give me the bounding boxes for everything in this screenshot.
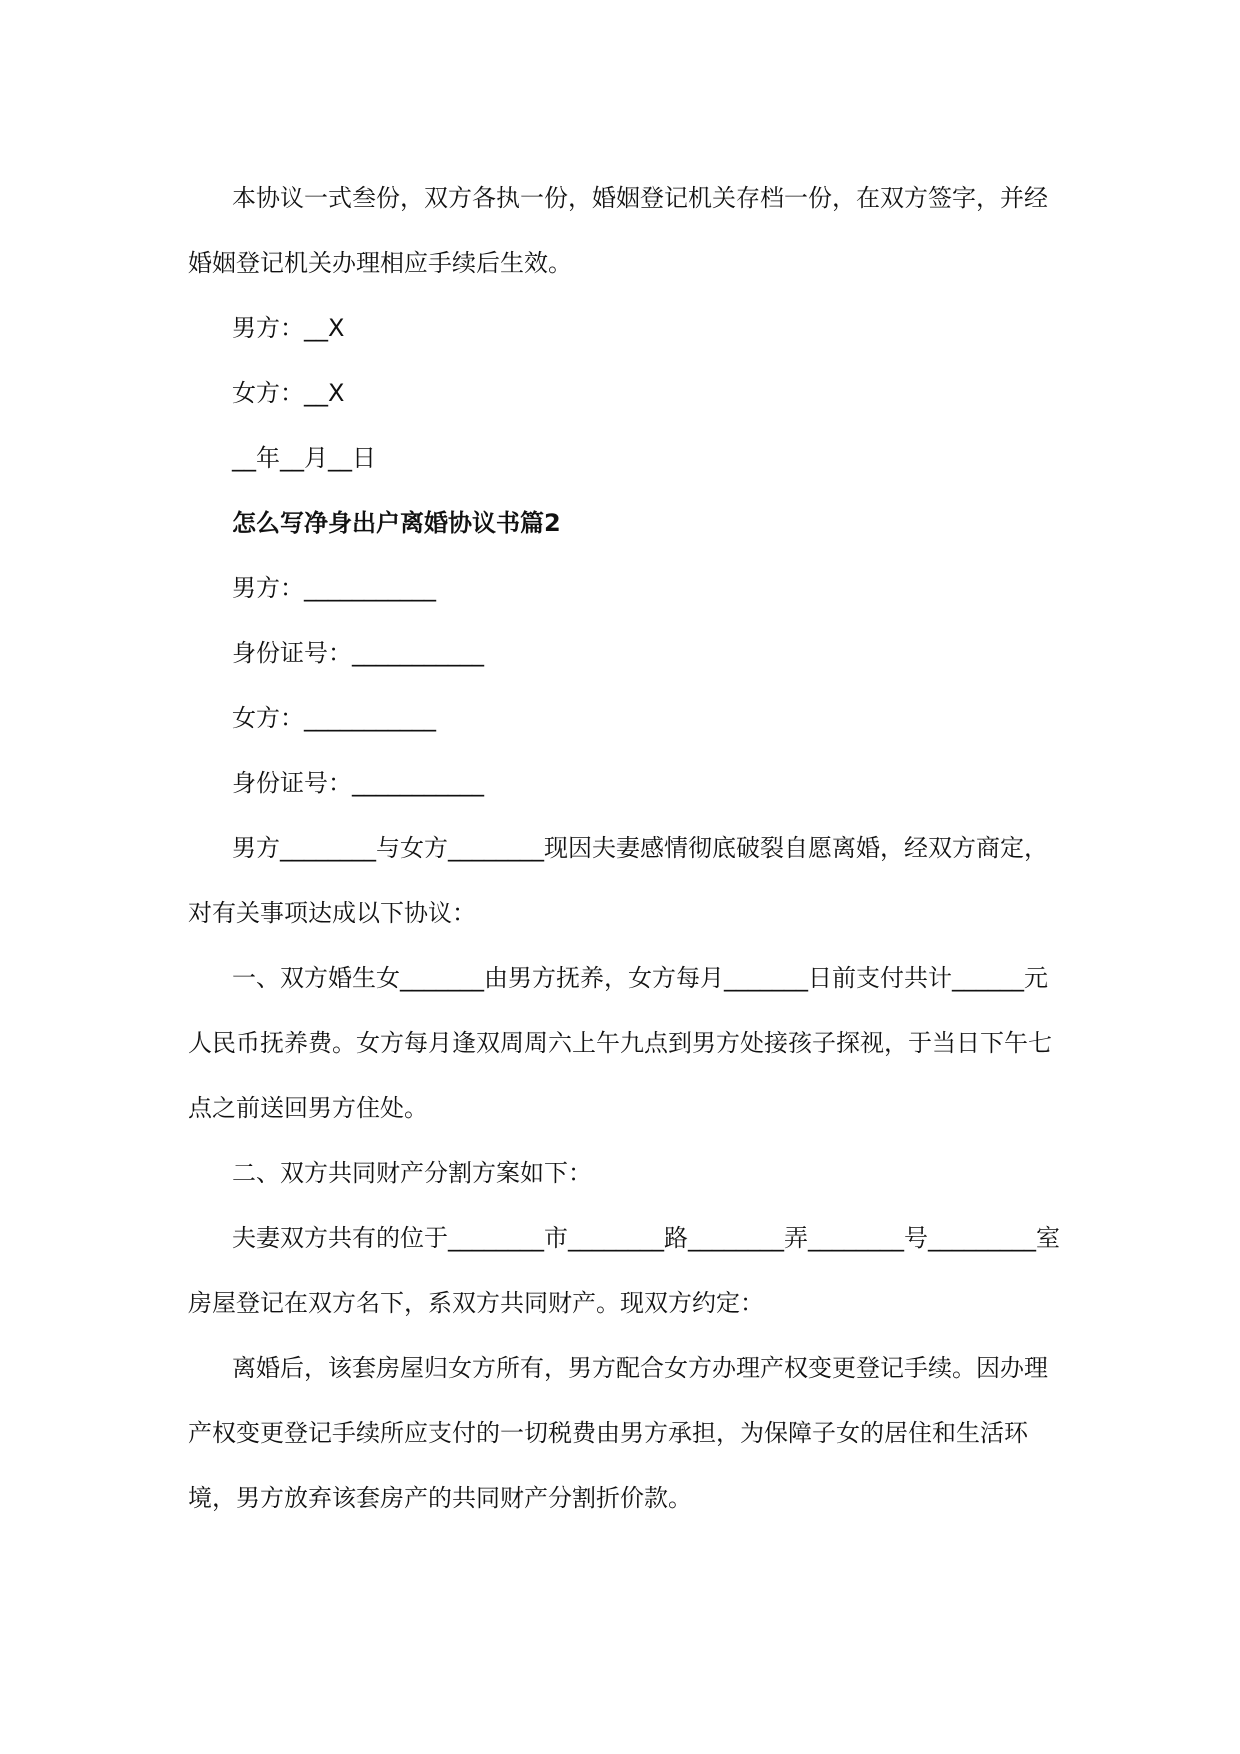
signature-date: __年__月__日 <box>232 444 376 472</box>
field-male-party: 男方：___________ <box>232 574 436 602</box>
signature-male-party: 男方：__X <box>232 314 345 342</box>
signature-female-party: 女方：__X <box>232 379 345 407</box>
paragraph-preamble: 男方________与女方________现因夫妻感情彻底破裂自愿离婚，经双方商定，对有关事项达成以下协议： <box>188 834 1048 927</box>
paragraph-property-heading: 二、双方共同财产分割方案如下： <box>232 1159 592 1187</box>
paragraph-property-arrangement: 离婚后，该套房屋归女方所有，男方配合女方办理产权变更登记手续。因办理产权变更登记手续所应支付的一切税费由男方承担，为保障子女的居住和生活环境，男方放弃该套房产的共同财产分割折价款。 <box>188 1354 1048 1512</box>
field-male-id-number: 身份证号：___________ <box>232 639 484 667</box>
field-female-id-number: 身份证号：___________ <box>232 769 484 797</box>
paragraph-property-description: 夫妻双方共有的位于________市________路________弄________号_________室房屋登记在双方名下，系双方共同财产。现双方约定： <box>188 1224 1060 1317</box>
document-body <box>188 166 1060 1531</box>
section-heading: 怎么写净身出户离婚协议书篇2 <box>232 509 561 537</box>
paragraph-effectiveness-clause: 本协议一式叁份，双方各执一份，婚姻登记机关存档一份，在双方签字，并经婚姻登记机关办理相应手续后生效。 <box>188 184 1048 277</box>
paragraph-child-custody: 一、双方婚生女_______由男方抚养，女方每月_______日前支付共计______元人民币抚养费。女方每月逢双周周六上午九点到男方处接孩子探视，于当日下午七点之前送回男方住处。 <box>188 964 1052 1122</box>
field-female-party: 女方：___________ <box>232 704 436 732</box>
